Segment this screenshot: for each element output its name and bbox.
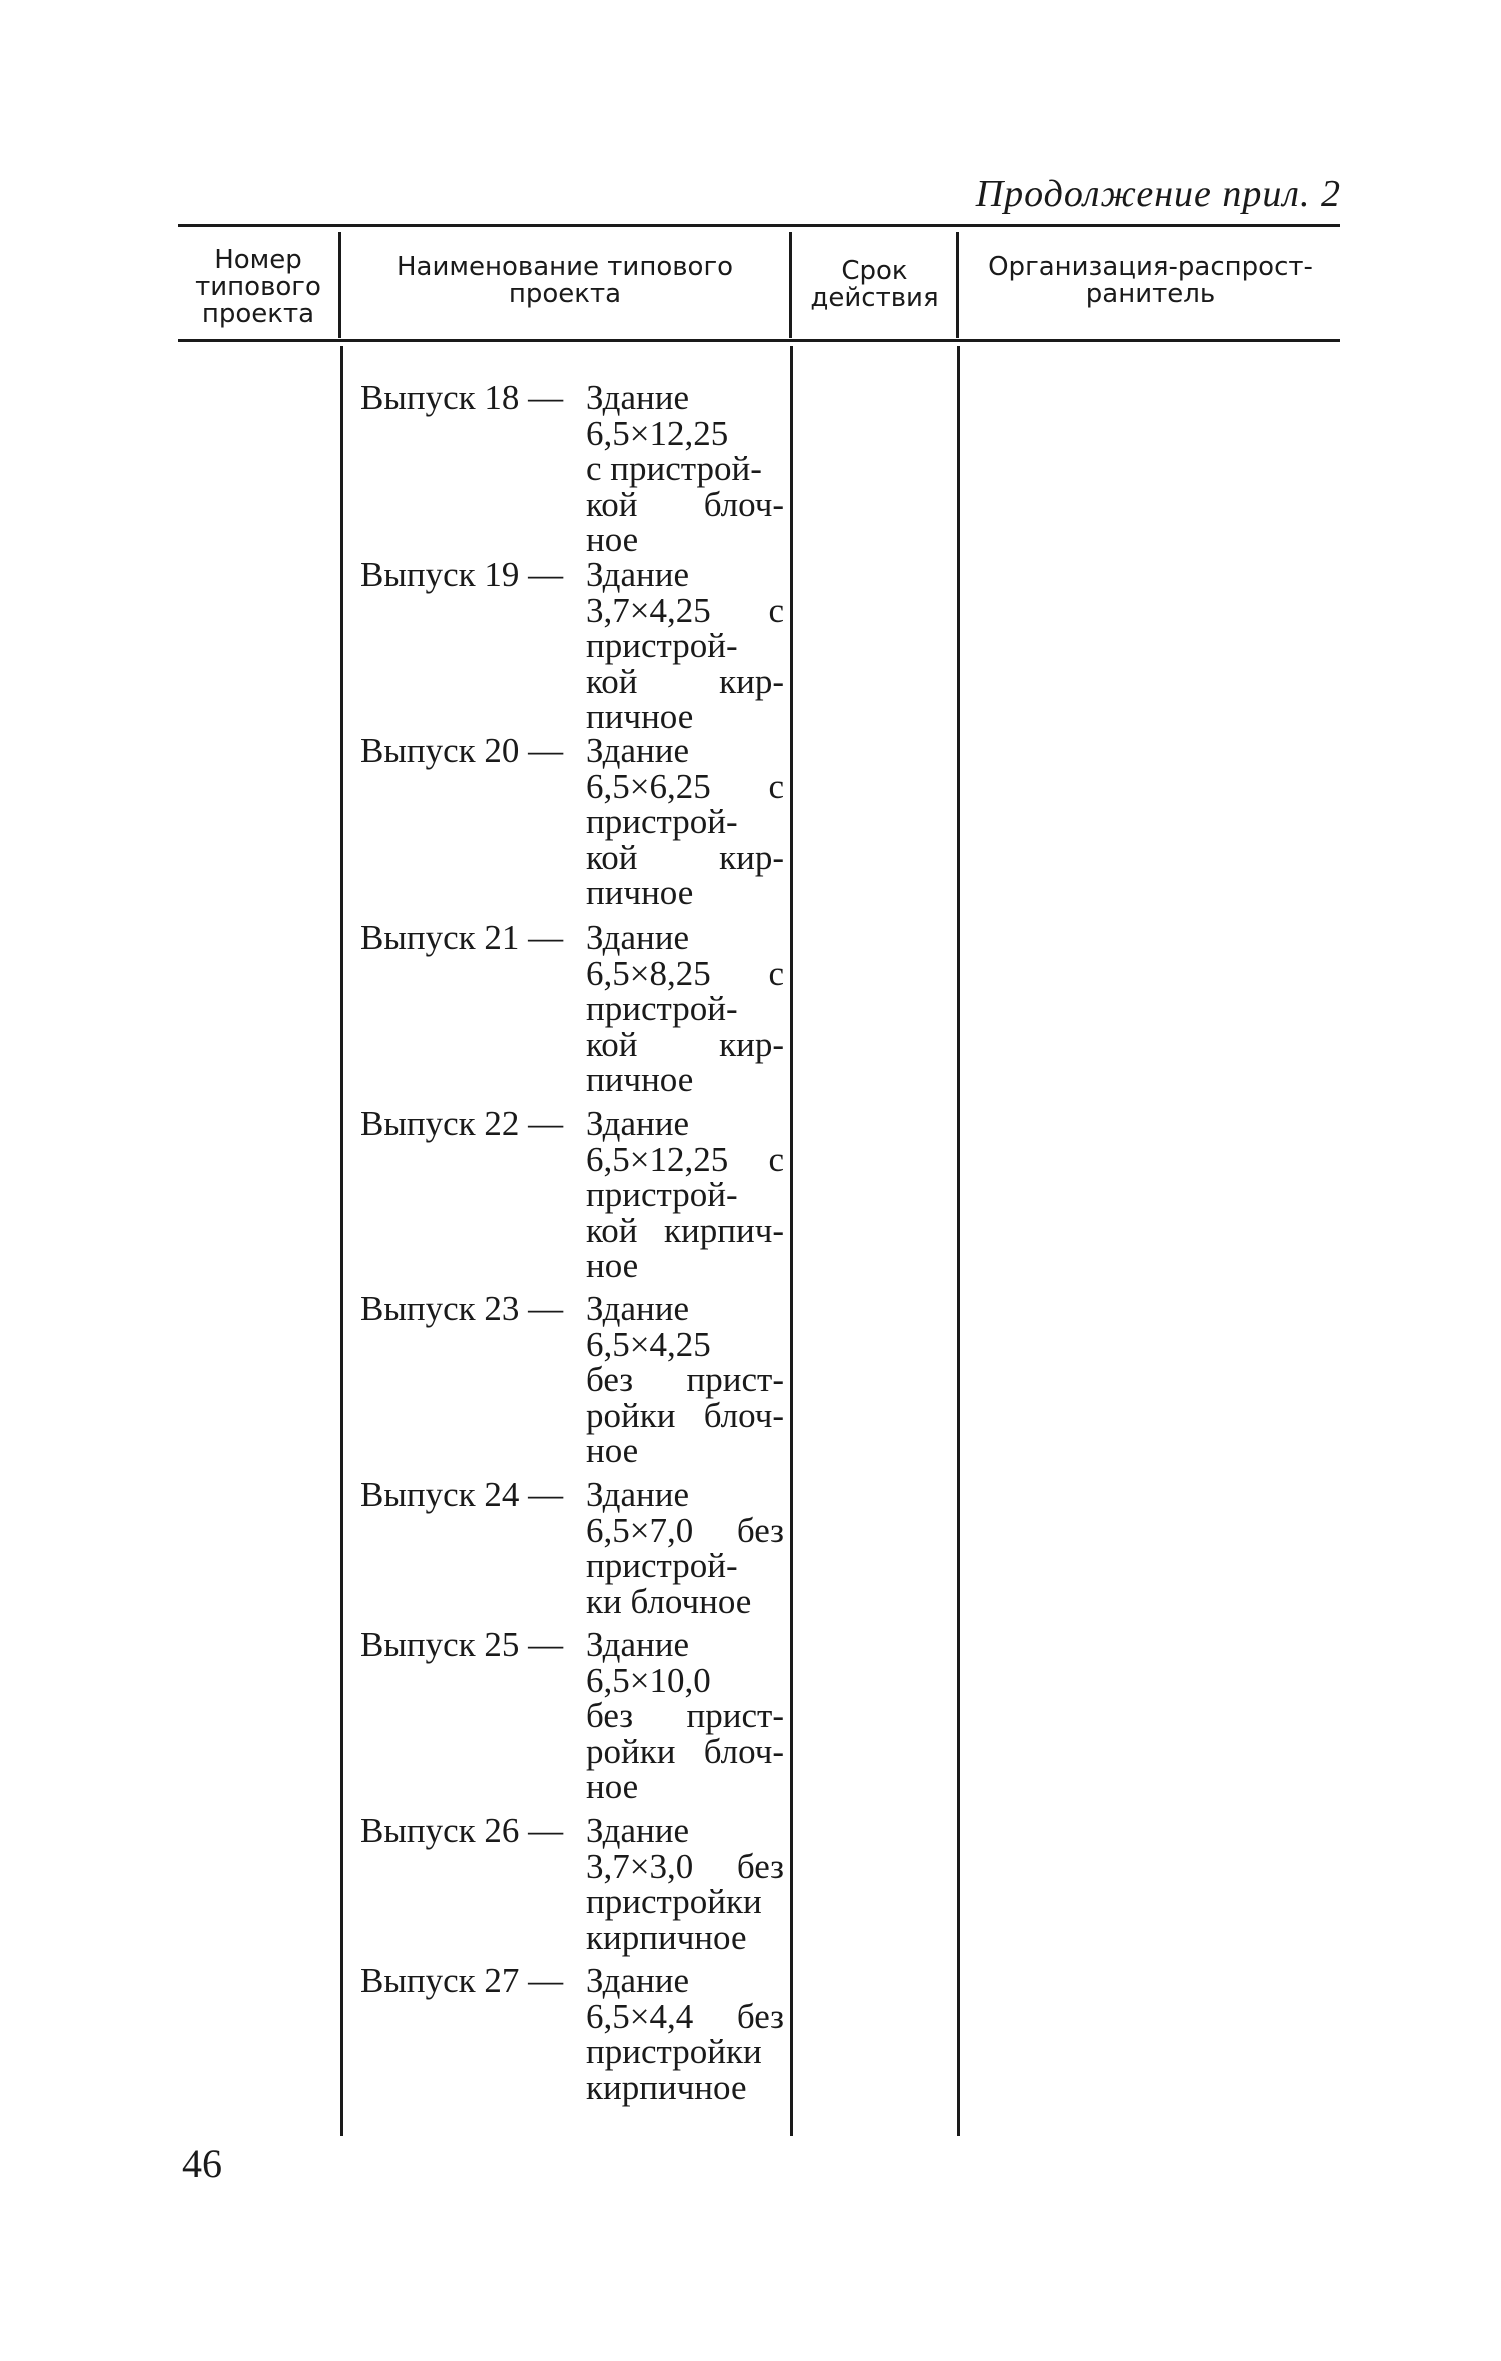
entry-line: 6,5×10,0	[586, 1660, 711, 1700]
entry-lead: Выпуск 27 —	[360, 1961, 564, 2000]
entry-line: ройки блоч-	[586, 1395, 784, 1435]
entry-line: 6,5×8,25 с	[586, 953, 784, 993]
header-divider-3	[956, 232, 959, 338]
entry-line: пристрой-	[586, 802, 738, 841]
entry-line: 3,7×4,25 с	[586, 590, 784, 630]
entry-line: пристройки	[586, 1882, 762, 1921]
entry-description	[586, 380, 784, 558]
entry-line: кой кир-	[586, 1024, 784, 1064]
entry-line: 6,5×4,25	[586, 1324, 711, 1364]
entry-description	[586, 1627, 784, 1805]
entry-lead: Выпуск 25 —	[360, 1625, 564, 1664]
header-text: Номер	[214, 245, 302, 275]
entry-line: пичное	[586, 873, 694, 912]
entry-line: без прист-	[586, 1360, 784, 1399]
header-bottom-rule	[178, 339, 1340, 342]
entry-line: Здание	[586, 731, 690, 770]
entry-line: ройки блоч-	[586, 1731, 784, 1771]
entry-description	[586, 920, 784, 1098]
entry-line: Здание	[586, 1811, 690, 1850]
entry-lead: Выпуск 21 —	[360, 918, 564, 957]
header-project-number	[178, 247, 338, 328]
entry-line: ное	[586, 1431, 639, 1470]
body-divider-2	[790, 346, 793, 2136]
entry-line: 6,5×12,25	[586, 413, 729, 453]
entry-line: кой кир-	[586, 837, 784, 877]
entry-line: кой блоч-	[586, 484, 784, 524]
entry-lead: Выпуск 26 —	[360, 1811, 564, 1850]
entry-lead: Выпуск 22 —	[360, 1104, 564, 1143]
entry-line: пристрой-	[586, 1546, 738, 1585]
entry-description	[586, 1477, 784, 1619]
entry-line: ное	[586, 1767, 639, 1806]
header-text: ранитель	[1085, 279, 1216, 309]
entry-line: без прист-	[586, 1696, 784, 1735]
entry-lead: Выпуск 18 —	[360, 378, 564, 417]
entry-lead: Выпуск 19 —	[360, 555, 564, 594]
entry-line: 6,5×7,0 без	[586, 1510, 784, 1550]
entry-description	[586, 1963, 784, 2105]
header-text: типового	[195, 272, 321, 302]
entry-line: пристройки	[586, 2032, 762, 2071]
entry-line: Здание	[586, 1289, 690, 1328]
entry-description	[586, 1106, 784, 1284]
entry-line: пичное	[586, 1060, 694, 1099]
header-text: Наименование типового	[396, 252, 734, 282]
header-validity-term	[793, 258, 956, 312]
entry-line: пристрой-	[586, 1175, 738, 1214]
entry-line: кирпичное	[586, 1917, 747, 1957]
entry-description	[586, 1291, 784, 1469]
entry-description	[586, 557, 784, 735]
entry-line: пристрой-	[586, 626, 738, 665]
entry-line: кирпичное	[586, 2067, 747, 2107]
continuation-note: Продолжение прил. 2	[975, 173, 1341, 215]
header-divider-2	[789, 232, 792, 338]
entry-line: Здание	[586, 1475, 690, 1514]
entry-line: ки блочное	[586, 1581, 752, 1621]
entry-description	[586, 733, 784, 911]
table-top-rule	[178, 224, 1340, 227]
entry-line: кой кир-	[586, 661, 784, 701]
entry-line: 6,5×12,25 с	[586, 1139, 784, 1179]
entry-lead: Выпуск 24 —	[360, 1475, 564, 1514]
header-distributor	[961, 254, 1340, 308]
entry-lead: Выпуск 20 —	[360, 731, 564, 770]
entry-line: пичное	[586, 697, 694, 736]
entry-line: ное	[586, 520, 639, 559]
entry-line: Здание	[586, 1625, 690, 1664]
header-text: Срок	[841, 256, 908, 286]
header-project-name	[342, 254, 788, 308]
entry-line: кой кирпич-	[586, 1210, 784, 1250]
body-divider-1	[340, 346, 343, 2136]
entry-lead: Выпуск 23 —	[360, 1289, 564, 1328]
entry-line: с пристрой-	[586, 449, 762, 488]
entry-line: ное	[586, 1246, 639, 1285]
entry-description	[586, 1813, 784, 1955]
entry-line: Здание	[586, 378, 690, 417]
entry-line: 6,5×6,25 с	[586, 766, 784, 806]
entry-line: Здание	[586, 1961, 690, 2000]
header-text: Организация-распрост-	[988, 252, 1313, 282]
entry-line: Здание	[586, 555, 690, 594]
header-text: проекта	[201, 299, 315, 329]
entry-line: Здание	[586, 918, 690, 957]
header-text: действия	[810, 283, 939, 313]
entry-line: 3,7×3,0 без	[586, 1846, 784, 1886]
entry-line: пристрой-	[586, 989, 738, 1028]
page-number: 46	[182, 2141, 222, 2186]
header-divider-1	[338, 232, 341, 338]
entry-line: Здание	[586, 1104, 690, 1143]
entry-line: 6,5×4,4 без	[586, 1996, 784, 2036]
header-text: проекта	[508, 279, 622, 309]
body-divider-3	[957, 346, 960, 2136]
